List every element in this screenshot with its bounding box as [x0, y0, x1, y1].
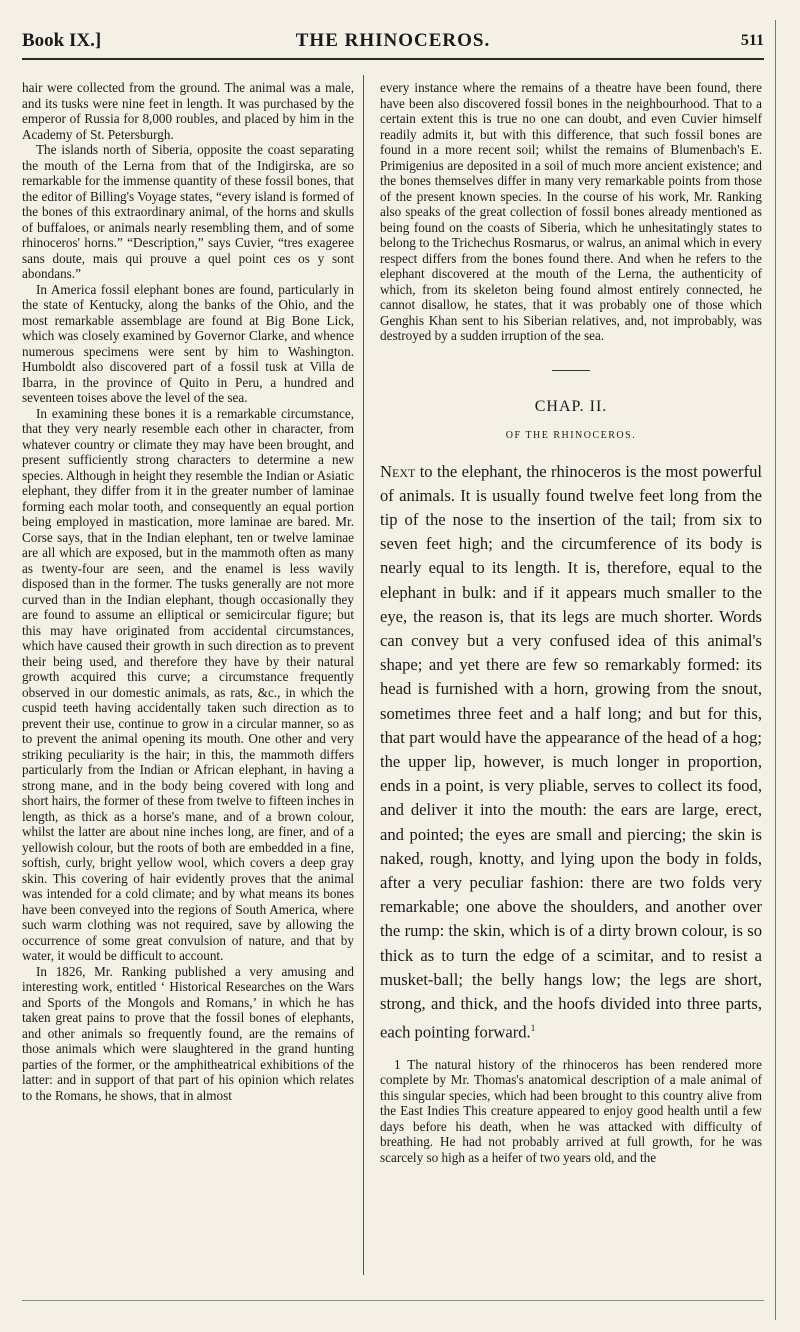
- chapter-heading: CHAP. II.: [534, 397, 608, 415]
- footnote: [380, 1057, 762, 1166]
- page-number: 511: [740, 32, 764, 49]
- body-text: to the elephant, the rhinoceros is the most powerful of animals. It is usually found twelve feet long from the tip of the nose to the insertion of the tail; from six to seven feet high; and the circumference of its body is nearly equal to its length. It is, therefore, equal to the elephant in bulk: and if it appears much smaller to the eye, the reason is, that its legs are much shorter. Words can convey but a very confused idea of this animal's shape; and yet there are few so remarkably formed: its head is furnished with a horn, growing from the snout, sometimes three feet and a half long; and but for this, that part would have the appearance of the head of a hog; the upper lip, however, is much longer in proportion, ends in a point, is very pliable, serves to collect its food, and deliver it into the mouth: the ears are large, erect, and pointed; the eyes are small and piercing; the skin is naked, rough, knotty, and lying upon the body in folds, after a very peculiar fashion: there are two folds very remarkable; one above the shoulders, and another over the rump: the skin, which is of a dirty brown colour, is so thick as to turn the edge of a scimitar, and to resist a musket-ball; the belly hangs low; the legs are short, strong, and thick, and the hoofs divided into three parts, each pointing forward.: [380, 461, 762, 1042]
- paragraph: In America fossil elephant bones are found, particularly in the state of Kentucky, along the banks of the Ohio, and the most remarkable assemblage are found at Big Bone Lick, which was closely examined by Governor Clarke, and whence numerous specimens were sent by him to Washington. Humboldt also discovered part of a fossil tusk at Villa de Ibarra, in the province of Quito in Peru, a hundred and seventeen toises above the level of the sea.: [22, 281, 354, 405]
- column-divider: [363, 75, 364, 1275]
- chapter-opening-paragraph: [380, 460, 762, 1045]
- page-edge-line: [775, 20, 776, 1320]
- chapter-body: [380, 460, 762, 1045]
- footnote-ref: 1: [530, 1023, 536, 1034]
- right-column: [380, 80, 762, 1165]
- paragraph: In 1826, Mr. Ranking published a very amusing and interesting work, entitled ‘ Historical Researches on the Wars and Sports of the Mongols and Romans,’ in which he has taken great pains to prove that the fossil bones of elephants, and other animals so frequently found, are the remains of those animals which were slaughtered in the grand hunting parties of the former, or the amphitheatrical exhibitions of the latter: and in support of that part of his opinion which relates to the Romans, he shows, that in almost: [22, 963, 354, 1103]
- left-column: [22, 80, 354, 1103]
- running-header: [22, 24, 764, 60]
- paragraph: The islands north of Siberia, opposite the coast separating the mouth of the Lerna from that of the Indigirska, are so remarkable for the immense quantity of these fossil bones, that the editor of Billing's Voyage states, “every island is formed of the bones of this extraordinary animal, of the horns and skulls of buffaloes, or animals nearly resembling them, and of some rhinoceros' horns.” “Description,” says Cuvier, “tres exageree sans doute, mais qui prouve a quel point ces os y sont abondans.”: [22, 142, 354, 281]
- lead-word: Next: [380, 461, 416, 481]
- page-bottom-rule: [22, 1300, 764, 1301]
- chapter-subtitle: OF THE RHINOCEROS.: [505, 430, 637, 441]
- paragraph: every instance where the remains of a theatre have been found, there have been also discovered fossil bones in the neighbourhood. That to a certain extent this is true no one can doubt, and even Cuvier himself readily admits it, but with this difference, that such fossil bones are found in a more recent soil; whilst the remains of Blumenbach's E. Primigenius are deposited in a soil of much more ancient existence; and the bones themselves differ in many very remarkable points from those of the present known species. In the course of his work, Mr. Ranking also speaks of the great collection of fossil bones already mentioned as being found on the coasts of Siberia, which he unhesitatingly states to belong to the Trichechus Rosmarus, or walrus, an animal which in every respect differs from the bones found there. And when he refers to the elephant discovered at the mouth of the Lerna, the authenticity of which, from its skeleton being found almost entirely connected, he cannot disallow, he states, that it was probably one of those which Genghis Khan sent to his Siberian relatives, and, not improbably, was destroyed by a sudden irruption of the sea.: [380, 80, 762, 343]
- paragraph: hair were collected from the ground. The animal was a male, and its tusks were nine feet in length. It was purchased by the emperor of Russia for 8,000 roubles, and placed by him in the Academy of St. Petersburgh.: [22, 80, 354, 142]
- book-section-label: Book IX.]: [22, 30, 102, 51]
- footnote-text: 1 The natural history of the rhinoceros has been rendered more complete by Mr. Thomas's anatomical description of a male animal of this singular species, which had been brought to this country alive from the East Indies This creature appeared to enjoy good health until a few days before his death, when he was attacked with difficulty of breathing. He had not probably arrived at full growth, for he was scarcely so high as a heifer of two years old, and the: [380, 1056, 762, 1165]
- paragraph: In examining these bones it is a remarkable circumstance, that they very nearly resemble each other in character, from whatever country or climate they may have been brought, and present sufficiently strong characters to determine a new species. Although in height they resemble the Indian or Asiatic elephant, they differ from it in the greater number of laminae forming each molar tooth, and consequently an equal portion being employed in mastication, more laminae are bared. Mr. Corse says, that in the Indian elephant, ten or twelve laminae are all which are exposed, but in the mammoth often as many as twenty-four are seen, and the enamel is less wavily disposed than in the former. The tusks generally are not more curved than in the Indian elephant, though occasionally they are found to assume an elliptical or semicircular figure; but this may have originated from accidental circumstances, which have caused their growth in such direction as to prevent their being used, and therefore they have by their natural growth acquired this curve; a circumstance frequently observed in our domestic animals, as rats, &c., in which the cuspid teeth having accidentally taken such direction as to prevent their use, continue to grow in a circular manner, so as to prevent the animal opening its mouth. One other and very striking peculiarity is the hair; in this, the mammoth differs particularly from the Indian or African elephant, in having a strong mane, and in the body being covered with long and short hairs, the former of these from twelve to fifteen inches in length, as thick as a horse's mane, and of a brown colour, whilst the latter are about nine inches long, are finer, and of a yellowish colour, but the roots of both are embedded in a fine, softish, curly, bright yellow wool, which covers a deep gray skin. This covering of hair evidently proves that the animal was intended for a cold climate; and by what means its bones have been conveyed into the regions of South America, where such warm clothing was not required, save by allowing the occurrence of some great convulsion of nature, and that by water, it would be difficult to account.: [22, 405, 354, 963]
- page-title: THE RHINOCEROS.: [295, 30, 491, 51]
- chapter-rule: [552, 370, 590, 371]
